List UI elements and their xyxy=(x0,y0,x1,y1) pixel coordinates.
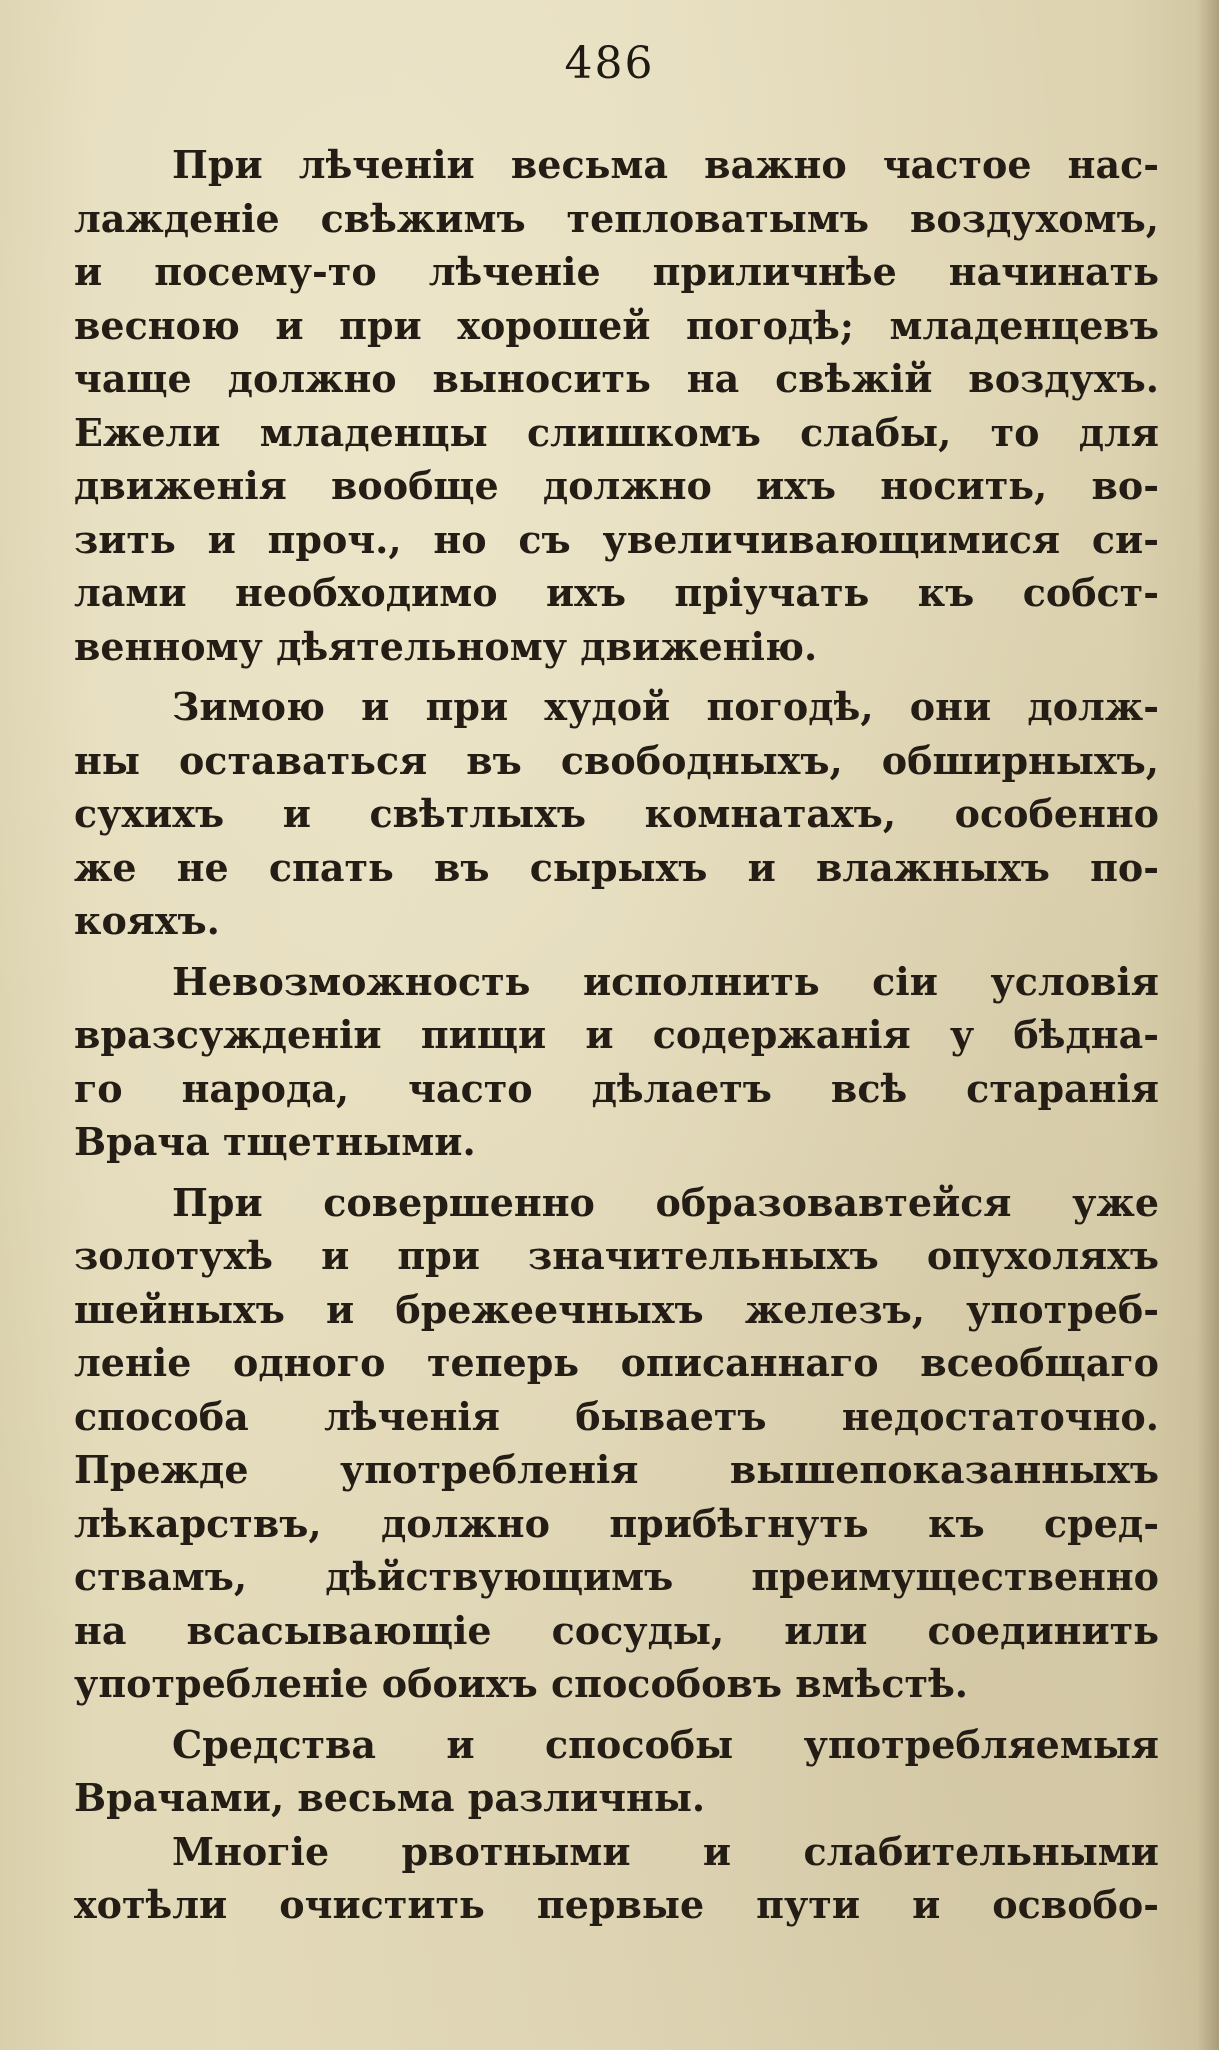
paragraph-gap xyxy=(74,1711,1159,1718)
text-line: леніе одного теперь описаннаго всеобщаго xyxy=(74,1340,1159,1385)
text-line: Ежели младенцы слишкомъ слабы, то для xyxy=(74,409,1159,455)
paragraph-3 xyxy=(74,955,1159,1169)
page-number: 486 xyxy=(564,38,655,89)
text-line: При лѣченіи весьма важно частое нас- xyxy=(172,142,1159,187)
text-line: золотухѣ и при значительныхъ опухоляхъ xyxy=(74,1233,1159,1278)
text-line: Врача тщетными. xyxy=(74,1119,476,1164)
body-text xyxy=(74,138,1159,1932)
text-line: весною и при хорошей погодѣ; младенцевъ xyxy=(74,302,1159,348)
text-line: ны оставаться въ свободныхъ, обширныхъ, xyxy=(74,737,1159,783)
text-line: сухихъ и свѣтлыхъ комнатахъ, особенно xyxy=(74,791,1159,836)
text-line: зить и проч., но съ увеличивающимися си- xyxy=(74,516,1159,562)
page-edge-shadow xyxy=(1197,0,1219,2050)
text-line: Средства и способы употребляемыя xyxy=(172,1721,1159,1767)
text-line: го народа, часто дѣлаетъ всѣ старанія xyxy=(74,1065,1159,1111)
text-line: вразсужденіи пищи и содержанія у бѣдна- xyxy=(74,1012,1159,1057)
text-line: Невозможность исполнить сіи условія xyxy=(172,958,1159,1004)
text-line: Зимою и при худой погодѣ, они долж- xyxy=(172,684,1159,729)
text-line: лами необходимо ихъ пріучать къ собст- xyxy=(74,570,1159,615)
paragraph-gap xyxy=(74,1169,1159,1176)
text-line: Многіе рвотными и слабительными xyxy=(172,1828,1159,1874)
text-line: на всасывающіе сосуды, или соединить xyxy=(74,1607,1159,1653)
text-line: лажденіе свѣжимъ тепловатымъ воздухомъ, xyxy=(74,195,1159,241)
paragraph-4 xyxy=(74,1176,1159,1711)
paragraph-1 xyxy=(74,138,1159,673)
paragraph-5 xyxy=(74,1718,1159,1825)
text-line: движенія вообще должно ихъ носить, во- xyxy=(74,463,1159,508)
paragraph-2 xyxy=(74,680,1159,948)
text-line: Прежде употребленія вышепоказанныхъ xyxy=(74,1447,1159,1492)
text-line: При совершенно образовавтейся уже xyxy=(172,1179,1159,1225)
paragraph-6 xyxy=(74,1825,1159,1932)
text-line: хотѣли очистить первые пути и освобо- xyxy=(74,1882,1159,1927)
text-line: кояхъ. xyxy=(74,898,220,943)
text-line: и посему-то лѣченіе приличнѣе начинать xyxy=(74,249,1159,294)
text-line: же не спать въ сырыхъ и влажныхъ по- xyxy=(74,844,1159,890)
text-line: венному дѣятельному движенію. xyxy=(74,623,818,669)
paragraph-gap xyxy=(74,673,1159,680)
text-line: употребленіе обоихъ способовъ вмѣстѣ. xyxy=(74,1661,969,1706)
text-line: лѣкарствъ, должно прибѣгнуть къ сред- xyxy=(74,1500,1159,1546)
paragraph-gap xyxy=(74,948,1159,955)
text-line: шейныхъ и брежеечныхъ железъ, употреб- xyxy=(74,1286,1159,1332)
text-line: чаще должно выносить на свѣжій воздухъ. xyxy=(74,356,1159,401)
text-line: Врачами, весьма различны. xyxy=(74,1775,706,1820)
text-line: ствамъ, дѣйствующимъ преимущественно xyxy=(74,1554,1159,1599)
text-line: способа лѣченія бываетъ недостаточно. xyxy=(74,1393,1159,1439)
